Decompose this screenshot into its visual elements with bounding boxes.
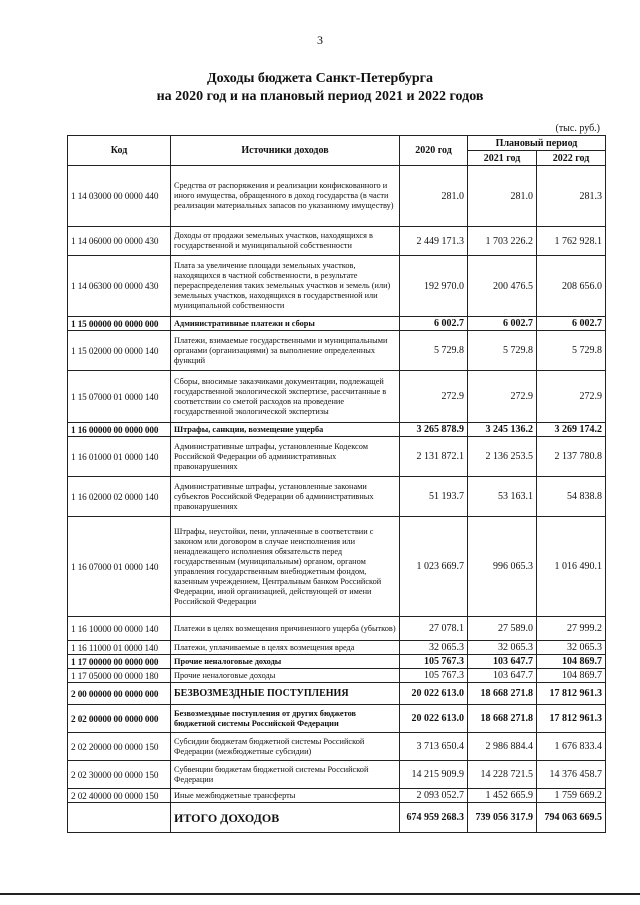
row-source: Прочие неналоговые доходы: [171, 655, 400, 669]
table-row: [68, 227, 606, 256]
row-value-2020: 20 022 613.0: [400, 705, 468, 733]
table-row: [68, 683, 606, 705]
header-2021: 2021 год: [468, 151, 537, 166]
table-row: [68, 517, 606, 617]
total-value-2020: 674 959 268.3: [400, 803, 468, 833]
row-value-2021: 5 729.8: [468, 331, 537, 371]
row-value-2022: 6 002.7: [537, 317, 606, 331]
row-code: [68, 803, 171, 833]
table-row: [68, 256, 606, 317]
row-source: Административные платежи и сборы: [171, 317, 400, 331]
row-source: Штрафы, санкции, возмещение ущерба: [171, 423, 400, 437]
row-value-2022: 104 869.7: [537, 669, 606, 683]
total-value-2021: 739 056 317.9: [468, 803, 537, 833]
row-code: 1 14 03000 00 0000 440: [68, 166, 171, 227]
unit-label: (тыс. руб.): [555, 123, 600, 134]
row-value-2021: 1 452 665.9: [468, 789, 537, 803]
row-value-2020: 51 193.7: [400, 477, 468, 517]
row-value-2020: 2 449 171.3: [400, 227, 468, 256]
row-value-2021: 18 668 271.8: [468, 683, 537, 705]
page-number: 3: [317, 33, 323, 47]
document-title: [0, 70, 640, 106]
row-code: 1 15 00000 00 0000 000: [68, 317, 171, 331]
table-row: [68, 761, 606, 789]
row-code: 2 02 40000 00 0000 150: [68, 789, 171, 803]
row-code: 1 17 05000 00 0000 180: [68, 669, 171, 683]
header-planned-period: Плановый период: [468, 136, 606, 151]
row-code: 1 16 01000 01 0000 140: [68, 437, 171, 477]
row-source: Прочие неналоговые доходы: [171, 669, 400, 683]
row-value-2021: 6 002.7: [468, 317, 537, 331]
row-source: БЕЗВОЗМЕЗДНЫЕ ПОСТУПЛЕНИЯ: [171, 683, 400, 705]
row-value-2020: 6 002.7: [400, 317, 468, 331]
row-value-2021: 2 986 884.4: [468, 733, 537, 761]
row-source: Штрафы, неустойки, пени, уплаченные в соответствии с законом или договором в случае неисполнения или ненадлежащего исполнения обязательств перед государственным (муниципальным) органом, органом управления государственным внебюджетным фондом, казенным учреждением, Центральным банком Российской Федерации, иной организацией, действующей от имени Российской Федерации: [171, 517, 400, 617]
table-row: [68, 733, 606, 761]
row-value-2021: 18 668 271.8: [468, 705, 537, 733]
total-label: ИТОГО ДОХОДОВ: [171, 803, 400, 833]
row-value-2020: 272.9: [400, 371, 468, 423]
row-source: Субвенции бюджетам бюджетной системы Российской Федерации: [171, 761, 400, 789]
row-code: 1 16 10000 00 0000 140: [68, 617, 171, 641]
row-value-2022: 208 656.0: [537, 256, 606, 317]
row-value-2020: 20 022 613.0: [400, 683, 468, 705]
row-source: Сборы, вносимые заказчиками документации, подлежащей государственной экологической экспертизе, рассчитанные в соответствии со сметой расходов на проведение государственной экологической экспертизы: [171, 371, 400, 423]
row-value-2021: 53 163.1: [468, 477, 537, 517]
row-value-2021: 1 703 226.2: [468, 227, 537, 256]
row-value-2020: 3 713 650.4: [400, 733, 468, 761]
table-row: [68, 617, 606, 641]
row-value-2022: 5 729.8: [537, 331, 606, 371]
row-value-2021: 272.9: [468, 371, 537, 423]
table-row: [68, 331, 606, 371]
table-row: [68, 371, 606, 423]
row-value-2020: 14 215 909.9: [400, 761, 468, 789]
row-source: Безвозмездные поступления от других бюджетов бюджетной системы Российской Федерации: [171, 705, 400, 733]
title-line-1: Доходы бюджета Санкт-Петербурга: [207, 71, 433, 86]
row-code: 1 15 07000 01 0000 140: [68, 371, 171, 423]
row-code: 2 02 20000 00 0000 150: [68, 733, 171, 761]
row-source: Платежи, уплачиваемые в целях возмещения вреда: [171, 641, 400, 655]
table-row: [68, 166, 606, 227]
row-value-2022: 54 838.8: [537, 477, 606, 517]
row-value-2021: 14 228 721.5: [468, 761, 537, 789]
total-value-2022: 794 063 669.5: [537, 803, 606, 833]
row-value-2022: 1 762 928.1: [537, 227, 606, 256]
row-value-2020: 192 970.0: [400, 256, 468, 317]
row-value-2022: 27 999.2: [537, 617, 606, 641]
row-code: 1 16 07000 01 0000 140: [68, 517, 171, 617]
row-value-2022: 3 269 174.2: [537, 423, 606, 437]
row-code: 2 00 00000 00 0000 000: [68, 683, 171, 705]
header-2022: 2022 год: [537, 151, 606, 166]
row-value-2021: 103 647.7: [468, 655, 537, 669]
row-code: 1 14 06000 00 0000 430: [68, 227, 171, 256]
row-value-2022: 104 869.7: [537, 655, 606, 669]
row-code: 1 14 06300 00 0000 430: [68, 256, 171, 317]
row-source: Плата за увеличение площади земельных участков, находящихся в частной собственности, в результате перераспределения таких земельных участков и земель (или) земельных участков, находящихся в государственной или муниципальной собственности: [171, 256, 400, 317]
row-code: 2 02 30000 00 0000 150: [68, 761, 171, 789]
row-value-2020: 1 023 669.7: [400, 517, 468, 617]
row-value-2020: 3 265 878.9: [400, 423, 468, 437]
row-value-2020: 27 078.1: [400, 617, 468, 641]
table-row: [68, 641, 606, 655]
table-row: [68, 423, 606, 437]
row-value-2021: 200 476.5: [468, 256, 537, 317]
table-row: [68, 655, 606, 669]
row-value-2020: 32 065.3: [400, 641, 468, 655]
row-source: Доходы от продажи земельных участков, находящихся в государственной и муниципальной собственности: [171, 227, 400, 256]
row-value-2021: 3 245 136.2: [468, 423, 537, 437]
row-code: 1 16 00000 00 0000 000: [68, 423, 171, 437]
row-source: Платежи, взимаемые государственными и муниципальными органами (организациями) за выполнение определенных функций: [171, 331, 400, 371]
row-value-2021: 996 065.3: [468, 517, 537, 617]
row-value-2022: 1 016 490.1: [537, 517, 606, 617]
row-source: Административные штрафы, установленные Кодексом Российской Федерации об административных правонарушениях: [171, 437, 400, 477]
header-code: Код: [68, 136, 171, 166]
row-code: 1 15 02000 00 0000 140: [68, 331, 171, 371]
row-value-2022: 1 676 833.4: [537, 733, 606, 761]
row-code: 1 17 00000 00 0000 000: [68, 655, 171, 669]
row-value-2021: 2 136 253.5: [468, 437, 537, 477]
table-row: [68, 803, 606, 833]
row-value-2022: 272.9: [537, 371, 606, 423]
title-line-2: на 2020 год и на плановый период 2021 и 2022 годов: [156, 89, 484, 104]
row-source: Иные межбюджетные трансферты: [171, 789, 400, 803]
row-value-2021: 32 065.3: [468, 641, 537, 655]
table-row: [68, 437, 606, 477]
row-value-2020: 5 729.8: [400, 331, 468, 371]
table-row: [68, 669, 606, 683]
row-value-2020: 105 767.3: [400, 669, 468, 683]
header-source: Источники доходов: [171, 136, 400, 166]
row-value-2022: 14 376 458.7: [537, 761, 606, 789]
row-source: Субсидии бюджетам бюджетной системы Российской Федерации (межбюджетные субсидии): [171, 733, 400, 761]
row-value-2021: 27 589.0: [468, 617, 537, 641]
row-code: 1 16 02000 02 0000 140: [68, 477, 171, 517]
table-row: [68, 705, 606, 733]
budget-revenue-table: [67, 135, 606, 833]
table-row: [68, 477, 606, 517]
row-value-2021: 281.0: [468, 166, 537, 227]
row-value-2020: 105 767.3: [400, 655, 468, 669]
row-value-2022: 1 759 669.2: [537, 789, 606, 803]
table-row: [68, 317, 606, 331]
row-value-2020: 281.0: [400, 166, 468, 227]
row-value-2021: 103 647.7: [468, 669, 537, 683]
row-value-2022: 2 137 780.8: [537, 437, 606, 477]
row-value-2022: 17 812 961.3: [537, 705, 606, 733]
row-code: 2 02 00000 00 0000 000: [68, 705, 171, 733]
row-source: Платежи в целях возмещения причиненного ущерба (убытков): [171, 617, 400, 641]
table-row: [68, 789, 606, 803]
page-bottom-line: [0, 893, 640, 895]
header-2020: 2020 год: [400, 136, 468, 166]
row-value-2022: 281.3: [537, 166, 606, 227]
row-code: 1 16 11000 01 0000 140: [68, 641, 171, 655]
row-value-2020: 2 093 052.7: [400, 789, 468, 803]
row-source: Средства от распоряжения и реализации конфискованного и иного имущества, обращенного в доход государства (в части реализации материальных запасов по указанному имуществу): [171, 166, 400, 227]
row-value-2022: 17 812 961.3: [537, 683, 606, 705]
row-value-2022: 32 065.3: [537, 641, 606, 655]
row-source: Административные штрафы, установленные законами субъектов Российской Федерации об административных правонарушениях: [171, 477, 400, 517]
row-value-2020: 2 131 872.1: [400, 437, 468, 477]
